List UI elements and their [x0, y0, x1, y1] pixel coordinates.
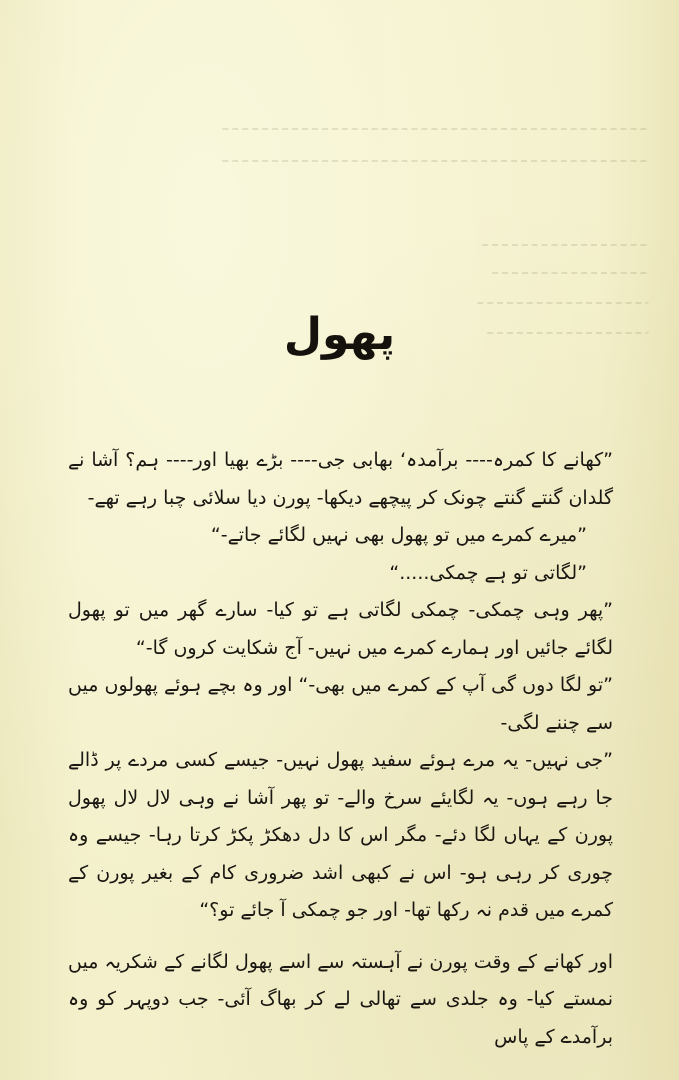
paragraph: ”کھانے کا کمرہ---- برآمدہ‘ بھابی جی---- بڑے بھیا اور---- ہم؟ آشا نے گلدان گنتے گنتے چونک کر پیچھے دیکھا- پورن دیا سلائی چبا رہے تھے-: [68, 449, 613, 509]
show-through-line: [479, 234, 649, 246]
paragraph: اور کھانے کے وقت پورن نے آہستہ سے اسے پھول لگانے کے شکریہ میں نمستے کیا- وہ جلدی سے تھالی لے کر بھاگ آئی- جب دوپہر کو وہ برآمدے کے پاس: [68, 950, 613, 1048]
paragraph: ”پھر وہی چمکی- چمکی لگاتی ہے تو کیا- سارے گھر میں تو پھول لگائے جائیں اور ہمارے کمرے میں نہیں- آج شکایت کروں گا-“: [68, 599, 613, 659]
paragraph: ”جی نہیں- یہ مرے ہوئے سفید پھول نہیں- جیسے کسی مردے پر ڈالے جا رہے ہوں- یہ لگایئے سرخ والے- تو پھر آشا نے وہی لال لال پھول پورن کے یہاں لگا دئے- مگر اس کا دل دھکڑ پکڑ کرتا رہا- جیسے وہ چوری کر رہی ہو- اس نے کبھی اشد ضروری کام کے بغیر پورن کے کمرے میں قدم نہ رکھا تھا- اور جو چمکی آ جائے تو؟“: [68, 749, 613, 921]
show-through-line: [489, 262, 649, 274]
show-through-line: [219, 118, 649, 130]
body-text: [68, 442, 613, 1056]
chapter-title: پھول: [283, 309, 396, 361]
paragraph: ”لگاتی تو ہے چمکی.....“: [389, 561, 587, 584]
show-through-line: [219, 150, 649, 162]
show-through-line: [474, 292, 649, 304]
paragraph: ”تو لگا دوں گی آپ کے کمرے میں بھی-“ اور وہ بچے ہوئے پھولوں میں سے چننے لگی-: [68, 674, 613, 734]
paragraph: ”میرے کمرے میں تو پھول بھی نہیں لگائے جاتے-“: [210, 524, 587, 546]
page-speck: [318, 30, 326, 38]
